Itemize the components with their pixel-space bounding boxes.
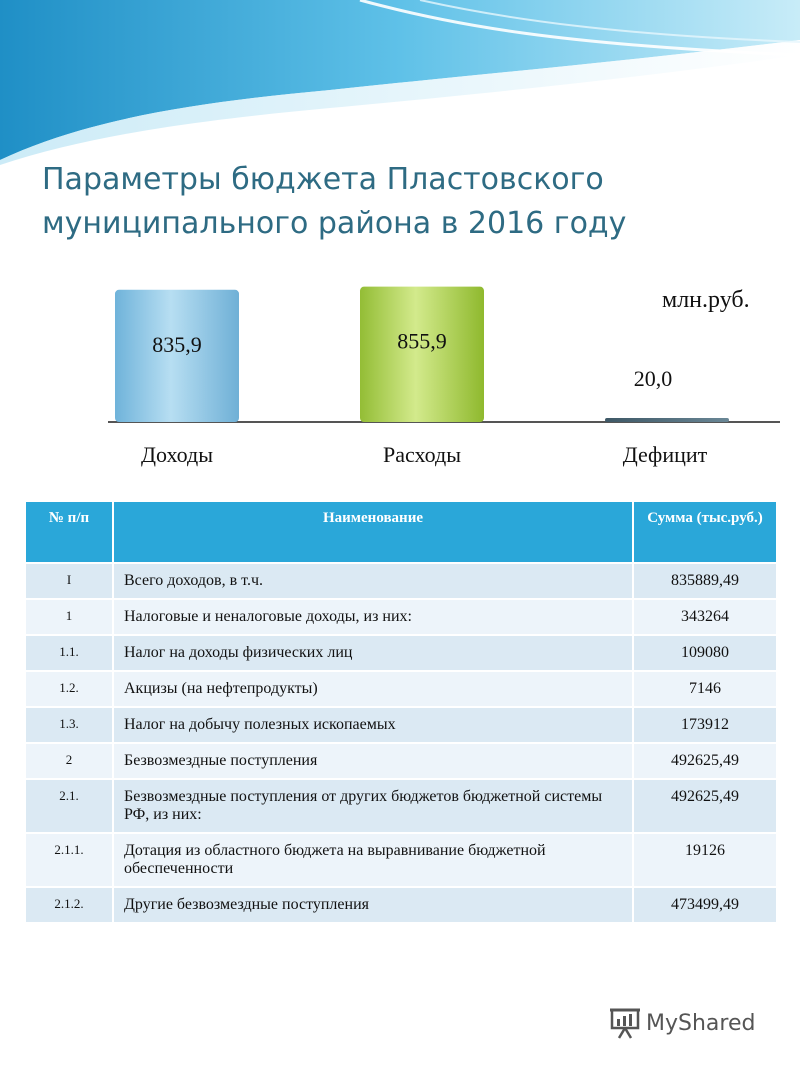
row-name: Всего доходов, в т.ч.: [113, 563, 633, 599]
bar-expenses: [360, 287, 484, 422]
value-label-income: 835,9: [152, 331, 202, 357]
table-row: [25, 635, 777, 671]
row-name: Акцизы (на нефтепродукты): [113, 671, 633, 707]
table-row: [25, 563, 777, 599]
table-row: [25, 887, 777, 923]
presentation-icon: [608, 1006, 642, 1040]
row-number: 1.1.: [25, 635, 113, 671]
row-name: Налоговые и неналоговые доходы, из них:: [113, 599, 633, 635]
category-label-expenses: Расходы: [383, 442, 461, 467]
row-number: I: [25, 563, 113, 599]
row-number: 2.1.1.: [25, 833, 113, 887]
row-sum: 109080: [633, 635, 777, 671]
value-label-expenses: 855,9: [397, 328, 447, 354]
row-name: Налог на доходы физических лиц: [113, 635, 633, 671]
table-row: [25, 707, 777, 743]
table-row: [25, 833, 777, 887]
value-label-deficit: 20,0: [633, 366, 673, 391]
row-sum: 492625,49: [633, 779, 777, 833]
row-number: 2.1.2.: [25, 887, 113, 923]
row-number: 2.1.: [25, 779, 113, 833]
category-label-deficit: Дефицит: [622, 442, 708, 467]
unit-label: млн.руб.: [662, 287, 750, 313]
row-sum: 173912: [633, 707, 777, 743]
row-number: 1: [25, 599, 113, 635]
row-sum: 492625,49: [633, 743, 777, 779]
table-row: [25, 671, 777, 707]
table-row: [25, 779, 777, 833]
row-sum: 835889,49: [633, 563, 777, 599]
title-line-1: Параметры бюджета Пластовского: [42, 162, 604, 197]
row-name: Дотация из областного бюджета на выравнивание бюджетной обеспеченности: [113, 833, 633, 887]
row-name: Другие безвозмездные поступления: [113, 887, 633, 923]
row-number: 1.3.: [25, 707, 113, 743]
table-row: [25, 599, 777, 635]
myshared-logo: [608, 1006, 755, 1040]
row-name: Налог на добычу полезных ископаемых: [113, 707, 633, 743]
row-sum: 343264: [633, 599, 777, 635]
header-name: Наименование: [113, 501, 633, 563]
row-sum: 473499,49: [633, 887, 777, 923]
row-number: 2: [25, 743, 113, 779]
category-label-income: Доходы: [141, 442, 213, 467]
table-header-row: [25, 501, 777, 563]
row-number: 1.2.: [25, 671, 113, 707]
title-line-2: муниципального района в 2016 году: [42, 206, 627, 241]
logo-text: MyShared: [646, 1010, 756, 1036]
row-sum: 19126: [633, 833, 777, 887]
row-name: Безвозмездные поступления: [113, 743, 633, 779]
table-row: [25, 743, 777, 779]
page-title: [42, 158, 762, 246]
row-sum: 7146: [633, 671, 777, 707]
header-number: № п/п: [25, 501, 113, 563]
budget-bar-chart: [0, 270, 800, 485]
row-name: Безвозмездные поступления от других бюджетов бюджетной системы РФ, из них:: [113, 779, 633, 833]
header-sum: Сумма (тыс.руб.): [633, 501, 777, 563]
bar-deficit: [605, 418, 729, 422]
budget-table: [24, 500, 778, 924]
decorative-wave: [0, 0, 800, 165]
